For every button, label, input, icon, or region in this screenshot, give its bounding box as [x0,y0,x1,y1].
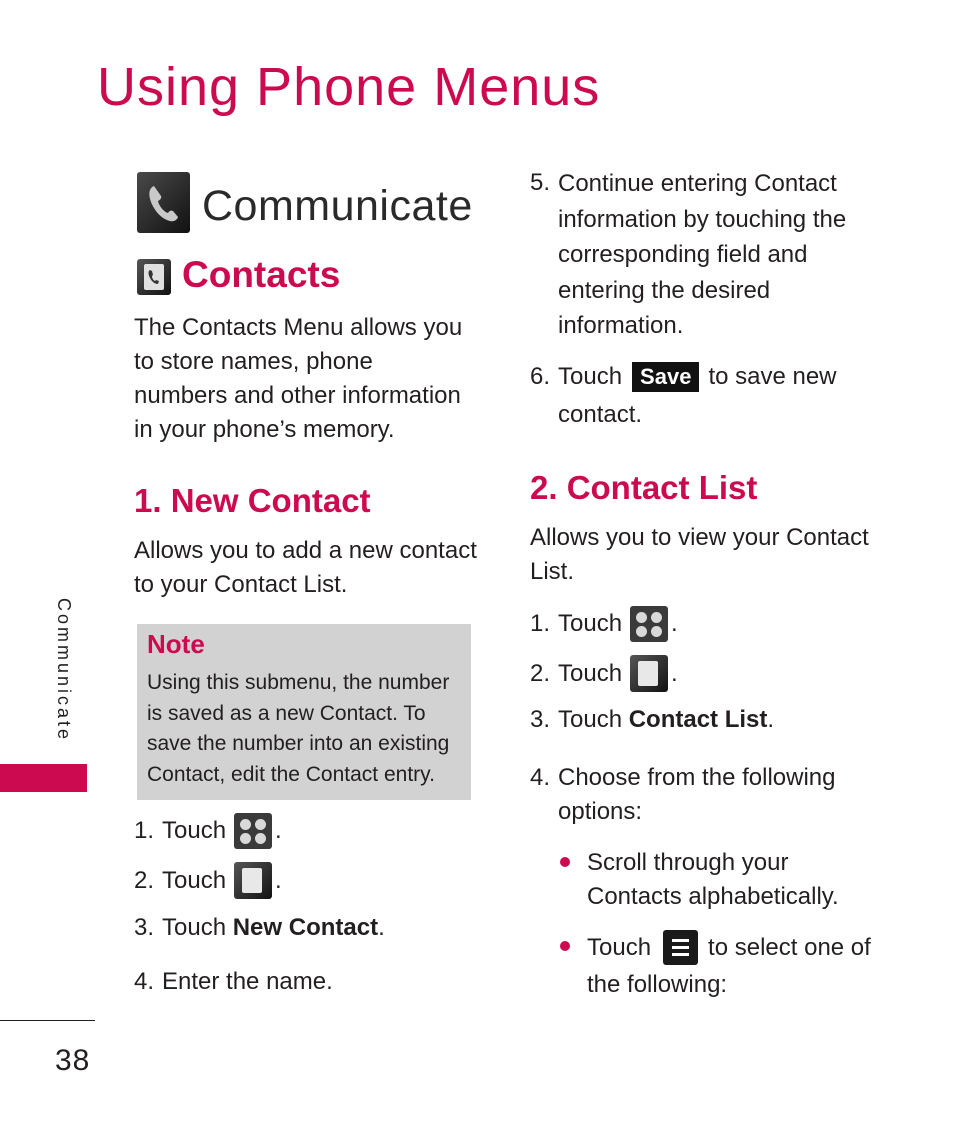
contacts-book-icon [137,259,171,295]
contacts-icon [630,655,668,692]
contacts-heading: Contacts [182,254,341,295]
step-4-number: 4. [530,764,551,791]
footer-rule [0,1020,95,1021]
side-tab-label: Communicate [54,598,74,743]
apps-grid-icon [234,813,272,849]
menu-list-icon [663,930,698,965]
note-box [137,624,471,800]
option-scroll: Scroll through your Contacts alphabetically. [587,849,839,910]
new-contact-step-4: 4. Enter the name. [134,968,333,995]
contact-list-step-4: Choose from the following options: [558,764,836,825]
contacts-icon [234,862,272,899]
option-menu: Touch to select one of [587,930,871,965]
new-contact-description: Allows you to add a new contact to your Contact List. [134,537,477,598]
option-menu-continued: the following: [587,971,728,998]
page-title: Using Phone Menus [97,57,601,117]
contact-list-heading: 2. Contact List [530,469,758,506]
new-contact-step-5: Continue entering Contact information by touching the corresponding field and entering the desired information. [558,170,847,339]
step-6-after: to save new [708,363,837,390]
contact-list-label: Contact List [628,706,768,733]
new-contact-step-1: 1. Touch . [134,813,282,849]
phone-handset-icon [137,172,190,233]
option-menu-after: to select one of [708,933,871,961]
section-title: Communicate [202,182,473,230]
contact-list-step-1: 1. Touch . [530,606,678,642]
apps-grid-icon [630,606,668,642]
new-contact-step-3: 3. Touch New Contact . [134,914,385,941]
step-6-continued: contact. [558,401,643,428]
new-contact-step-2: 2. Touch . [134,862,282,899]
step-5-number: 5. [530,169,551,196]
contact-list-step-2: 2. Touch . [530,655,678,692]
save-button: Save [632,362,699,392]
new-contact-step-6: 6. Touch Save to save new [530,363,837,390]
new-contact-heading: 1. New Contact [134,482,371,519]
new-contact-label: New Contact [232,914,379,941]
note-title: Note [147,629,205,659]
contacts-intro: The Contacts Menu allows you to store names, phone numbers and other information in your phone’s memory. [134,314,463,443]
contact-list-step-3: 3. Touch Contact List . [530,706,775,733]
bullet-icon [560,941,570,951]
side-tab-marker [0,764,87,792]
contact-list-description: Allows you to view your Contact List. [530,524,869,585]
note-text: Using this submenu, the number is saved as a new Contact. To save the number into an existing Contact, edit the Contact entry. [147,671,450,786]
page-number: 38 [55,1044,91,1077]
bullet-icon [560,857,570,867]
